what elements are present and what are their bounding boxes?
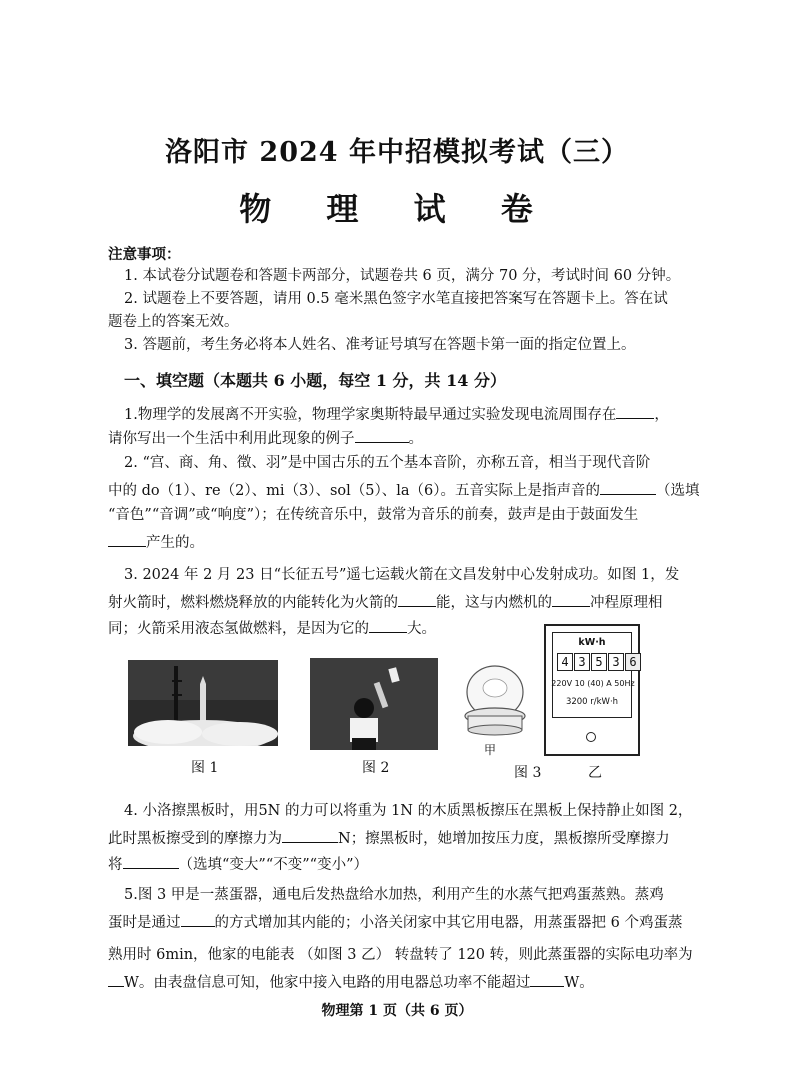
q3-text-d: 同；火箭采用液态氢做燃料，是因为它的 — [108, 621, 369, 637]
figure-3-egg-steamer — [460, 660, 530, 740]
q3-text-b: 能，这与内燃机的 — [436, 595, 552, 611]
meter-spec: 220V 10 (40) A 50Hz — [551, 679, 635, 688]
q4-text-b: N；擦黑板时，她增加按压力度，黑板擦所受摩擦力 — [338, 831, 670, 847]
figure-1-rocket-photo — [128, 660, 278, 746]
question-2-line-1: 2. “宫、商、角、徵、羽”是中国古乐的五个基本音阶，亦称五音，相当于现代音阶 — [124, 455, 651, 471]
answer-blank[interactable] — [398, 590, 436, 607]
meter-rate: 3200 r/kW·h — [565, 697, 619, 707]
question-5-line-3: 熟用时 6min，他家的电能表 （如图 3 乙） 转盘转了 120 转，则此蒸蛋器的实际电功率为 — [108, 947, 693, 963]
meter-unit: kW·h — [578, 637, 606, 648]
q3-text-c: 冲程原理相 — [590, 595, 663, 611]
meter-digit: 3 — [574, 653, 590, 671]
question-1-line-1 — [124, 402, 669, 426]
notice-item-1: 1. 本试卷分试题卷和答题卡两部分，试题卷共 6 页，满分 70 分，考试时间 60 分钟。 — [124, 268, 681, 284]
answer-blank[interactable] — [108, 970, 124, 987]
q5-text-d: W。 — [564, 975, 594, 991]
question-3-line-2 — [108, 590, 663, 614]
figure-3-yi-label: 乙 — [588, 765, 602, 781]
q5-text-c: W。由表盘信息可知，他家中接入电路的用电器总功率不能超过 — [124, 975, 531, 991]
question-5-line-2 — [108, 910, 682, 934]
question-5-line-1: 5.图 3 甲是一蒸蛋器，通电后发热盘给水加热，利用产生的水蒸气把鸡蛋蒸熟。蒸鸡 — [124, 887, 664, 903]
question-3-line-3 — [108, 616, 436, 640]
q4-text-c: 将 — [108, 857, 123, 873]
answer-blank[interactable] — [355, 426, 409, 443]
answer-blank[interactable] — [123, 852, 179, 869]
answer-blank[interactable] — [600, 478, 656, 495]
question-3-line-1: 3. 2024 年 2 月 23 日“长征五号”遥七运载火箭在文昌发射中心发射成功。如图 1，发 — [124, 567, 680, 583]
page-footer: 物理第 1 页（共 6 页） — [321, 1003, 473, 1019]
figure-3-electric-meter — [544, 624, 640, 756]
q2-text-c: 产生的。 — [146, 535, 204, 551]
q4-text-a: 此时黑板擦受到的摩擦力为 — [108, 831, 282, 847]
question-4-line-2 — [108, 826, 670, 850]
figure-2-caption: 图 2 — [362, 760, 390, 776]
notice-item-3: 3. 答题前，考生务必将本人姓名、准考证号填写在答题卡第一面的指定位置上。 — [124, 337, 636, 353]
notice-item-2-cont: 题卷上的答案无效。 — [108, 314, 239, 330]
page-subtitle: 物 理 试 卷 — [239, 190, 555, 228]
answer-blank[interactable] — [552, 590, 590, 607]
answer-blank[interactable] — [181, 910, 215, 927]
q3-text-e: 大。 — [407, 621, 436, 637]
question-2-line-3: “音色”“音调”或“响度”）；在传统音乐中，鼓常为音乐的前奏，鼓声是由于鼓面发生 — [108, 507, 639, 523]
meter-digit: 4 — [557, 653, 573, 671]
meter-digit: 3 — [608, 653, 624, 671]
answer-blank[interactable] — [282, 826, 338, 843]
q2-text-a: 中的 do（1）、re（2）、mi（3）、sol（5）、la（6）。五音实际上是指声音的 — [108, 483, 600, 499]
meter-screw-icon — [586, 732, 596, 742]
q5-text-a: 蛋时是通过 — [108, 915, 181, 931]
meter-panel — [551, 632, 637, 718]
notice-item-2: 2. 试题卷上不要答题，请用 0.5 毫米黑色签字水笔直接把答案写在答题卡上。答在试 — [124, 291, 668, 307]
q1-text-d: 。 — [408, 431, 423, 447]
meter-digit-decimal: 6 — [625, 653, 641, 671]
answer-blank[interactable] — [369, 616, 407, 633]
meter-digit: 5 — [591, 653, 607, 671]
q1-text-a: 1.物理学的发展离不开实验，物理学家奥斯特最早通过实验发现电流周围存在 — [124, 407, 617, 423]
question-2-line-2 — [108, 478, 700, 502]
q3-text-a: 射火箭时，燃料燃烧释放的内能转化为火箭的 — [108, 595, 398, 611]
meter-digits — [557, 651, 642, 671]
q2-text-b: （选填 — [656, 483, 700, 499]
q1-text-c: 请你写出一个生活中利用此现象的例子 — [108, 431, 355, 447]
question-4-line-1: 4. 小洛擦黑板时，用5N 的力可以将重为 1N 的木质黑板擦压在黑板上保持静止如图 2， — [124, 803, 693, 819]
section-heading: 一、填空题（本题共 6 小题，每空 1 分，共 14 分） — [124, 371, 506, 390]
figure-3-jia-label: 甲 — [484, 743, 497, 757]
answer-blank[interactable] — [530, 970, 564, 987]
q5-text-b: 的方式增加其内能的；小洛关闭家中其它用电器，用蒸蛋器把 6 个鸡蛋蒸 — [214, 915, 683, 931]
q1-text-b: ， — [654, 407, 669, 423]
notice-heading: 注意事项： — [108, 246, 181, 263]
figure-3-caption: 图 3 — [514, 765, 542, 781]
question-1-line-2 — [108, 426, 423, 450]
question-4-line-3 — [108, 852, 368, 876]
q4-text-d: （选填“变大”“不变”“变小”） — [178, 857, 368, 873]
answer-blank[interactable] — [108, 530, 146, 547]
figure-2-blackboard-photo — [310, 658, 438, 750]
question-5-line-4 — [108, 970, 594, 994]
page-title: 洛阳市 2024 年中招模拟考试（三） — [165, 137, 629, 168]
answer-blank[interactable] — [616, 402, 654, 419]
question-2-line-4 — [108, 530, 204, 554]
figure-1-caption: 图 1 — [191, 760, 219, 776]
